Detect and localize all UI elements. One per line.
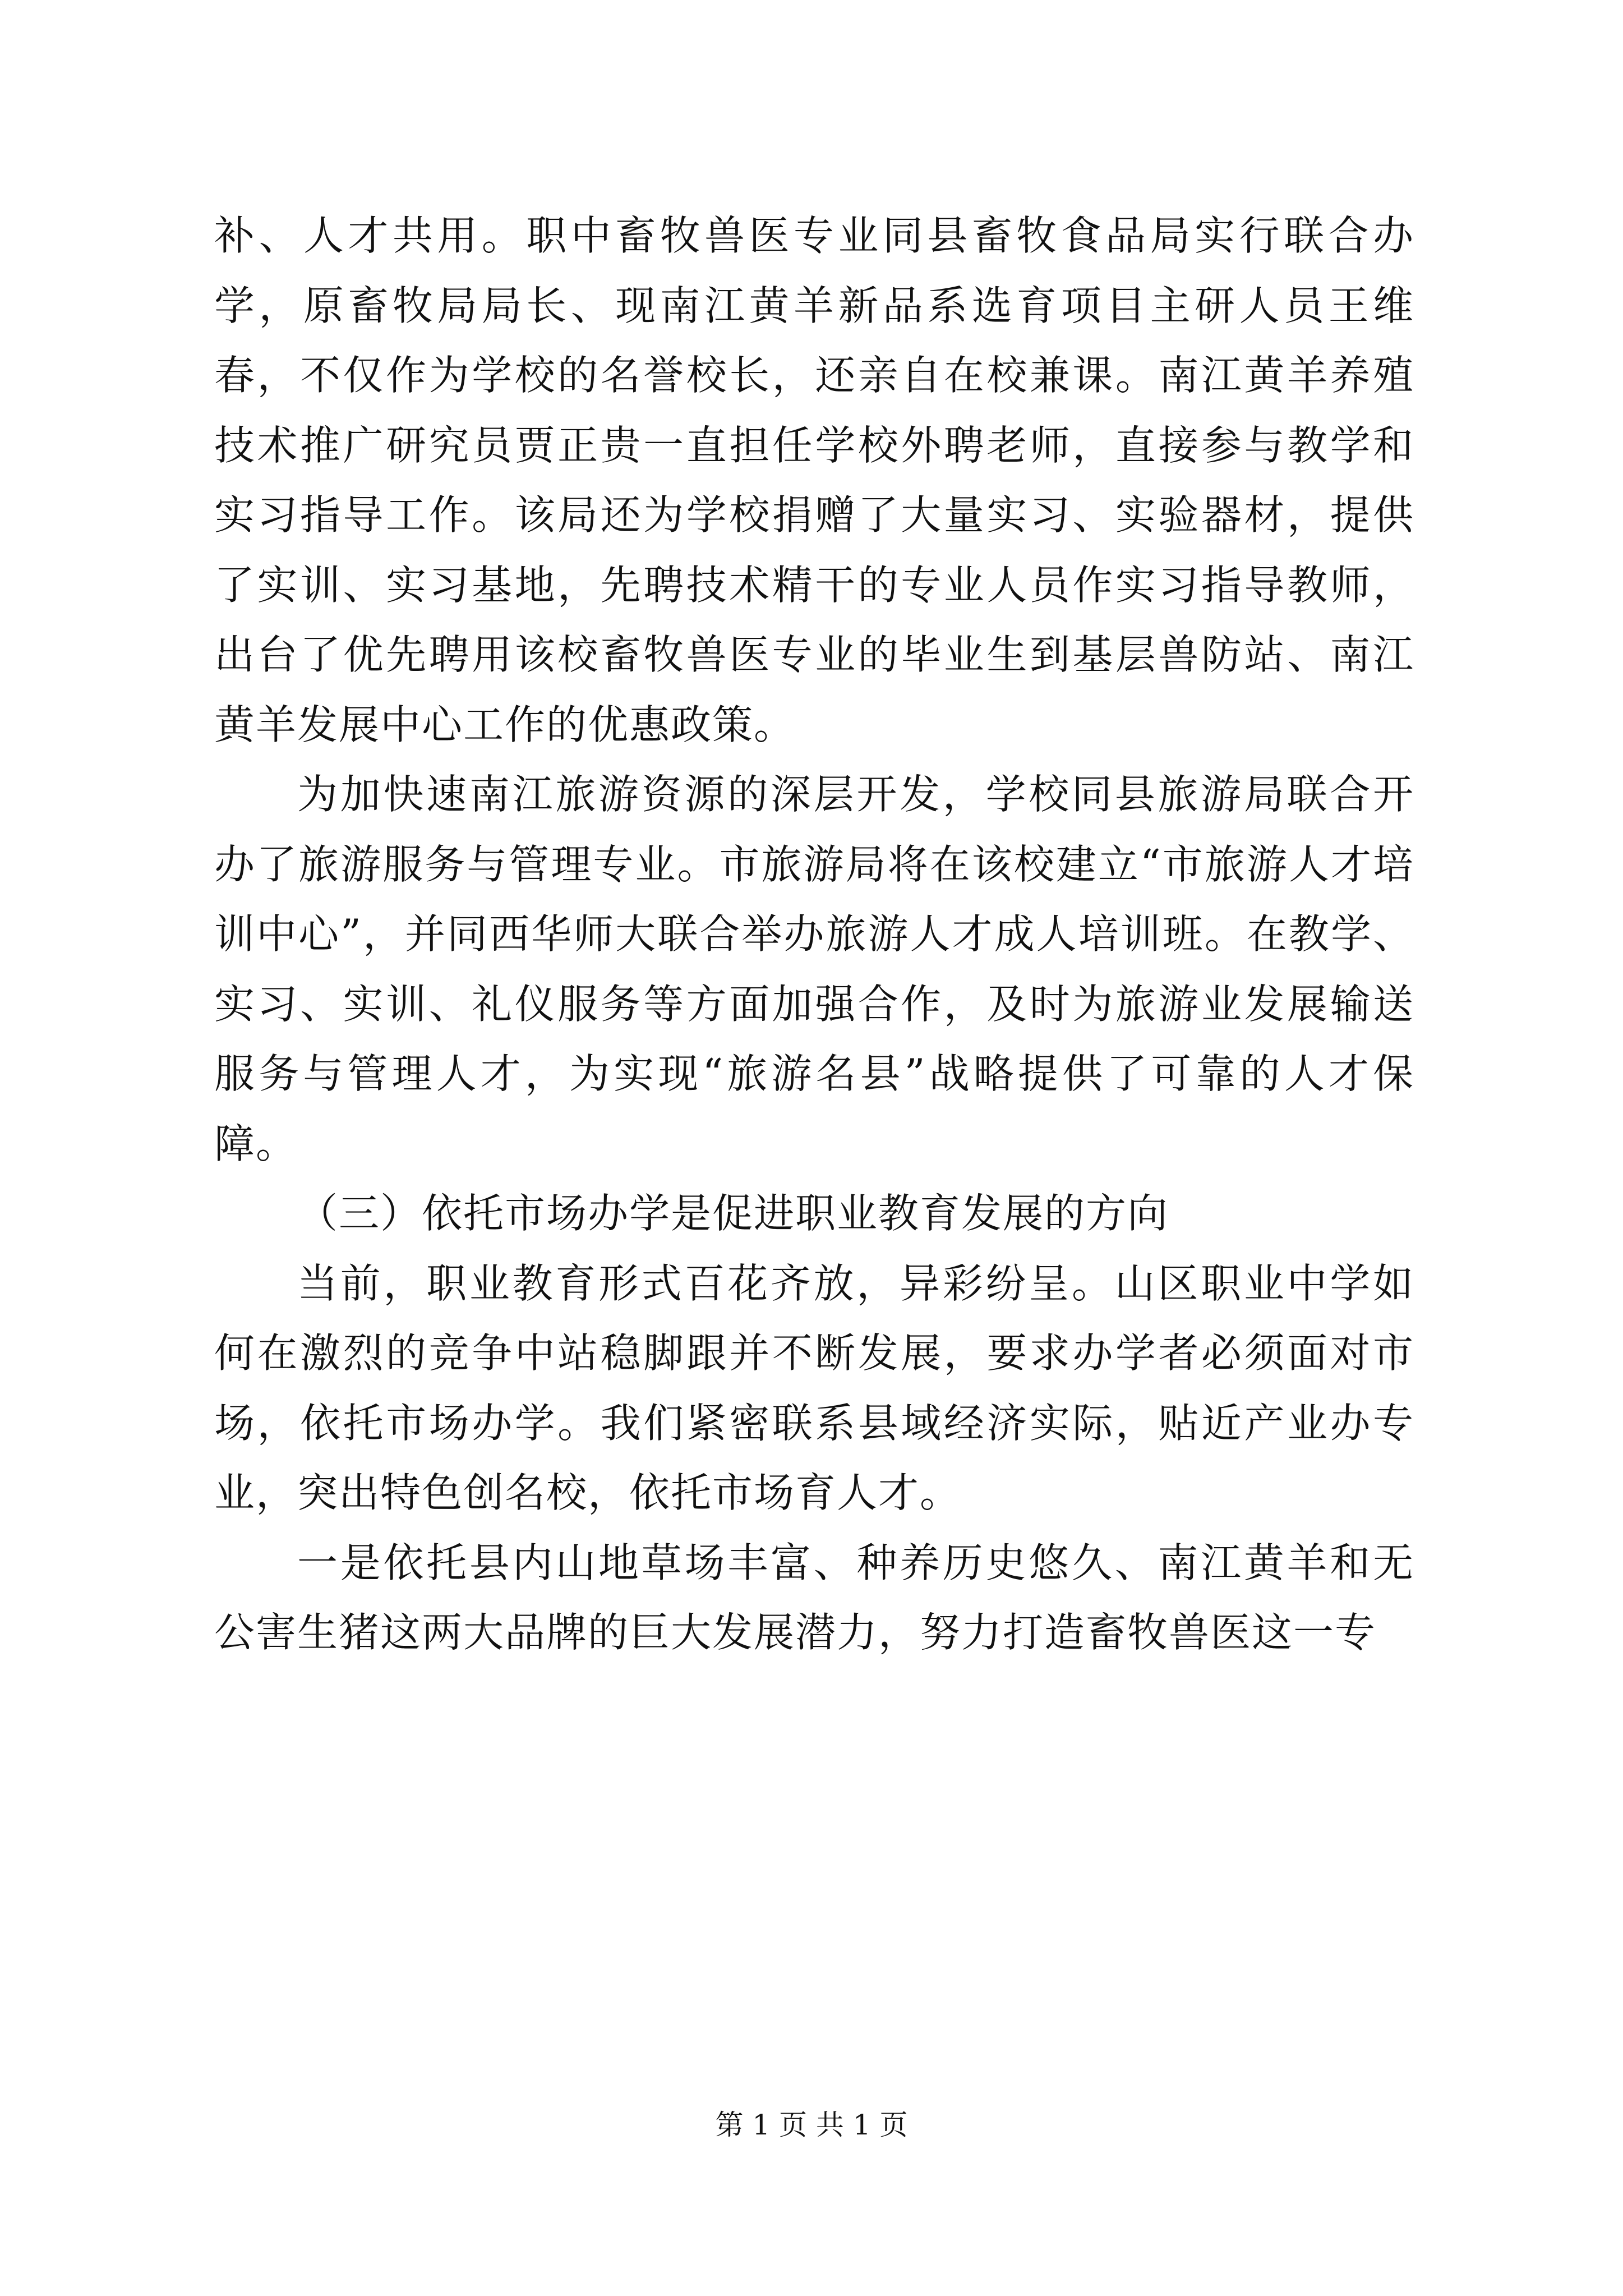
- paragraph-continued: 补、人才共用。职中畜牧兽医专业同县畜牧食品局实行联合办学，原畜牧局局长、现南江黄羊新品系选育项目主研人员王维春，不仅作为学校的名誉校长，还亲自在校兼课。南江黄羊养殖技术推广研究员贾正贵一直担任学校外聘老师，直接参与教学和实习指导工作。该局还为学校捐赠了大量实习、实验器材，提供了实训、实习基地，先聘技术精干的专业人员作实习指导教师，出台了优先聘用该校畜牧兽医专业的毕业生到基层兽防站、南江黄羊发展中心工作的优惠政策。: [214, 212, 1414, 748]
- paragraph-first-point: 一是依托县内山地草场丰富、种养历史悠久、南江黄羊和无公害生猪这两大品牌的巨大发展潜力，努力打造畜牧兽医这一专: [214, 1539, 1414, 1656]
- section-heading: （三）依托市场办学是促进职业教育发展的方向: [297, 1190, 1169, 1237]
- page-footer: 第 1 页 共 1 页: [715, 2109, 908, 2141]
- document-body: [214, 201, 1414, 1668]
- paragraph-market: 当前，职业教育形式百花齐放，异彩纷呈。山区职业中学如何在激烈的竞争中站稳脚跟并不断发展，要求办学者必须面对市场，依托市场办学。我们紧密联系县域经济实际，贴近产业办专业，突出特色创名校，依托市场育人才。: [214, 1259, 1414, 1516]
- paragraph-tourism: 为加快速南江旅游资源的深层开发，学校同县旅游局联合开办了旅游服务与管理专业。市旅游局将在该校建立“市旅游人才培训中心”，并同西华师大联合举办旅游人才成人培训班。在教学、实习、实训、礼仪服务等方面加强合作，及时为旅游业发展输送服务与管理人才，为实现“旅游名县”战略提供了可靠的人才保障。: [214, 771, 1414, 1167]
